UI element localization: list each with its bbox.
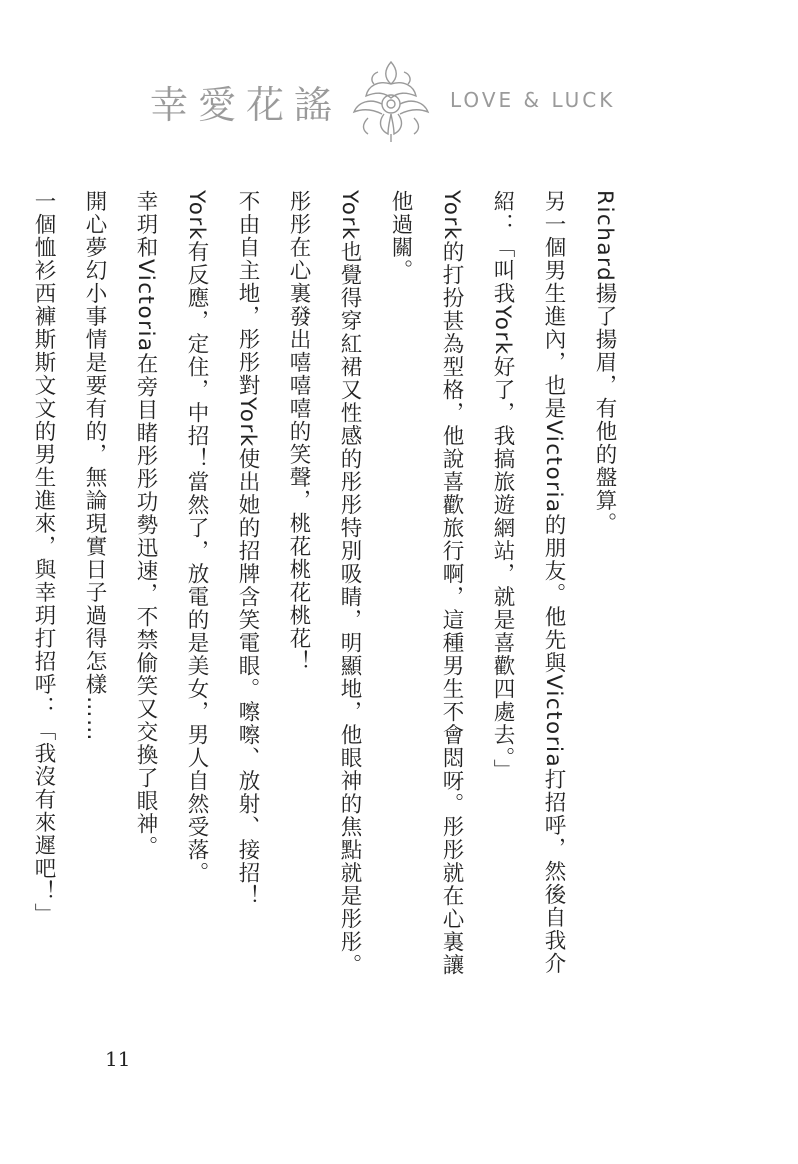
vertical-body-text bbox=[31, 190, 630, 990]
paragraph: Richard揚了揚眉，有他的盤算。 bbox=[592, 190, 617, 536]
paragraph: York有反應，定住，中招！當然了，放電的是美女，男人自然受落。 bbox=[184, 190, 209, 885]
paragraph: York的打扮甚為型格，他說喜歡旅行啊，這種男生不會悶呀。彤彤就在心裏讓他過關。 bbox=[388, 190, 464, 977]
paragraph: 開心夢幻小事情是要有的，無論現實日子過得怎樣…… bbox=[82, 190, 107, 742]
paragraph: 一個恤衫西褲斯斯文文的男生進來，與幸玥打招呼：「我沒有來遲吧！」 bbox=[31, 190, 56, 926]
paragraph: 另一個男生進內，也是Victoria的朋友。他先與Victoria打招呼，然後自我介紹：「叫我York好了，我搞旅遊網站，就是喜歡四處去。」 bbox=[490, 190, 566, 976]
paragraph: York也覺得穿紅裙又性感的彤彤特別吸睛，明顯地，他眼神的焦點就是彤彤。 bbox=[337, 190, 362, 977]
book-subtitle: LOVE & LUCK bbox=[450, 88, 616, 112]
page-number: 11 bbox=[105, 1047, 131, 1071]
damask-flower-ornament-icon bbox=[348, 58, 434, 144]
book-title: 幸愛花謠 bbox=[150, 83, 343, 127]
paragraph: 幸玥和Victoria在旁目睹彤彤功勢迅速，不禁偷笑又交換了眼神。 bbox=[133, 190, 158, 859]
paragraph: 不由自主地，彤彤對York使出她的招牌含笑電眼。嚓嚓、放射、接招！ bbox=[235, 190, 260, 908]
paragraph: 彤彤在心裏發出嘻嘻嘻的笑聲，桃花桃花桃花！ bbox=[286, 190, 311, 673]
